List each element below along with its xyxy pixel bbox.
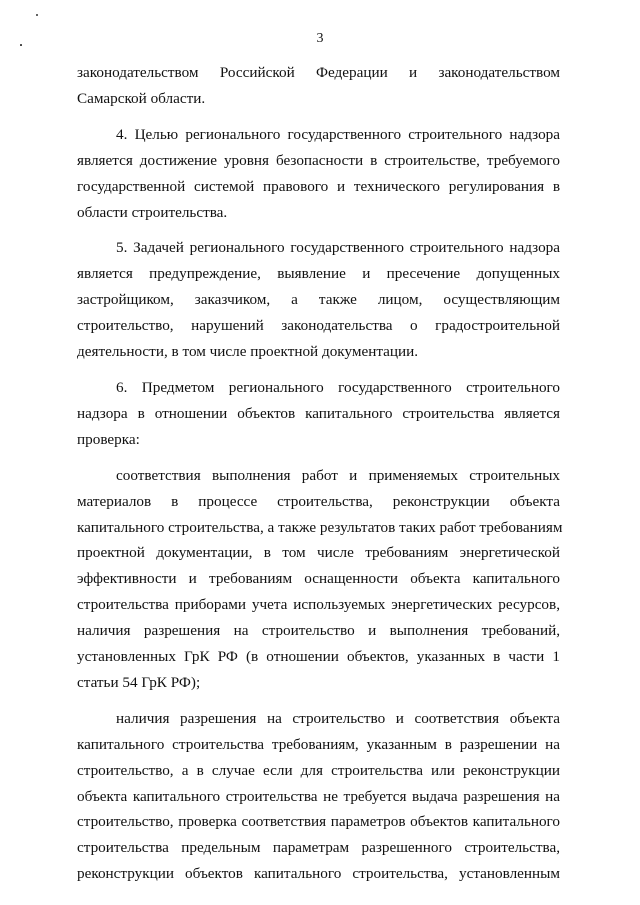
text-line: является предупреждение, выявление и пресечение допущенных <box>77 265 560 283</box>
paragraph-item-5 <box>77 235 560 365</box>
text-line: строительства предельным параметрам разрешенного строительства, <box>77 839 560 857</box>
paragraph-item-6-permit <box>77 706 560 887</box>
text-line: строительство, проверка соответствия параметров объектов капитального <box>77 813 560 831</box>
text-line: проектной документации, в том числе требованиям энергетической <box>77 544 560 562</box>
text-line: области строительства. <box>77 203 228 221</box>
text-line: наличия разрешения на строительство и выполнения требований, <box>77 622 560 640</box>
text-line: деятельности, в том числе проектной документации. <box>77 343 419 361</box>
text-line: капитального строительства требованиям, указанным в разрешении на <box>77 735 560 753</box>
text-line: 4. Целью регионального государственного строительного надзора <box>116 125 560 143</box>
text-line: объекта капитального строительства не требуется выдача разрешения на <box>77 787 560 805</box>
text-line: проверка: <box>77 430 140 448</box>
text-line: строительство, нарушений законодательства о градостроительной <box>77 317 560 335</box>
page-number: 3 <box>316 31 324 46</box>
text-line: статьи 54 ГрК РФ); <box>77 673 201 691</box>
paragraph-item-6 <box>77 375 560 453</box>
document-body <box>77 60 563 887</box>
text-line: застройщиком, заказчиком, а также лицом, осуществляющим <box>77 291 560 309</box>
paragraph-item-6-compliance <box>77 463 563 696</box>
text-line: материалов в процессе строительства, реконструкции объекта <box>77 492 560 510</box>
text-line: капитального строительства, а также результатов таких работ требованиям <box>77 518 563 536</box>
text-line: строительство, а в случае если для строительства или реконструкции <box>77 761 560 779</box>
text-line: эффективности и требованиям оснащенности объекта капитального <box>77 570 560 588</box>
text-line: является достижение уровня безопасности в строительстве, требуемого <box>77 151 560 169</box>
text-line: Самарской области. <box>77 89 206 107</box>
text-line: реконструкции объектов капитального строительства, установленным <box>77 865 560 883</box>
text-line: надзора в отношении объектов капитального строительства является <box>77 404 560 422</box>
text-line: государственной системой правового и технического регулирования в <box>77 177 560 195</box>
paragraph-continuation <box>77 60 560 112</box>
text-line: 6. Предметом регионального государственного строительного <box>116 378 560 396</box>
text-line: 5. Задачей регионального государственного строительного надзора <box>116 239 560 257</box>
text-line: соответствия выполнения работ и применяемых строительных <box>116 466 560 484</box>
text-line: строительства приборами учета используемых энергетических ресурсов, <box>77 596 560 614</box>
text-line: законодательством Российской Федерации и законодательством <box>77 64 560 81</box>
text-line: установленных ГрК РФ (в отношении объектов, указанных в части 1 <box>77 648 560 666</box>
scan-speck <box>36 14 38 16</box>
text-line: наличия разрешения на строительство и соответствия объекта <box>116 709 560 727</box>
paragraph-item-4 <box>77 122 560 226</box>
